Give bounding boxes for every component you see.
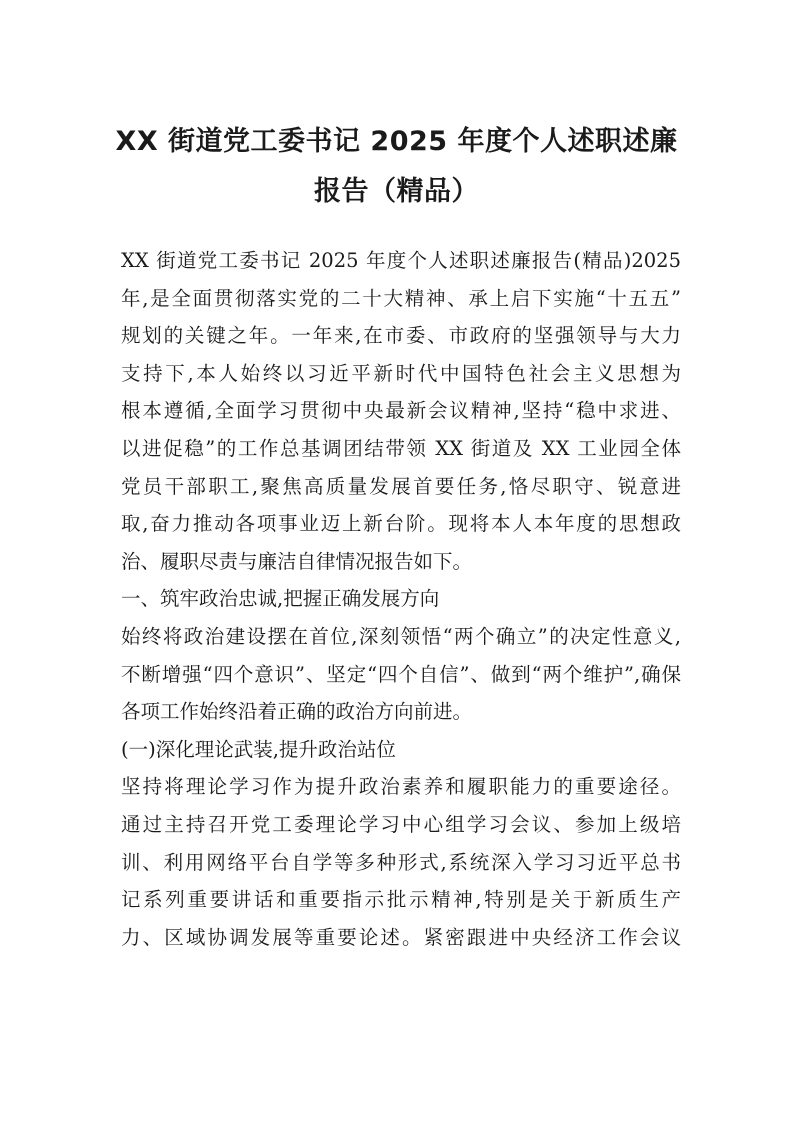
body-line-13: 各项工作始终沿着正确的政治方向前进。 bbox=[121, 700, 473, 724]
document-title-line-2: 报告（精品） bbox=[314, 176, 479, 207]
body-line-18: 记系列重要讲话和重要指示批示精神,特别是关于新质生产 bbox=[121, 888, 681, 912]
document-body bbox=[121, 242, 681, 956]
body-line-17: 训、利用网络平台自学等多种形式,系统深入学习习近平总书 bbox=[121, 850, 681, 874]
body-line-7: 党员干部职工,聚焦高质量发展首要任务,恪尽职守、锐意进 bbox=[121, 474, 681, 498]
section-heading-1: 一、筑牢政治忠诚,把握正确发展方向 bbox=[121, 587, 440, 611]
body-line-19: 力、区域协调发展等重要论述。紧密跟进中央经济工作会议 bbox=[121, 925, 681, 949]
body-line-16: 通过主持召开党工委理论学习中心组学习会议、参加上级培 bbox=[121, 812, 681, 836]
body-line-5: 根本遵循,全面学习贯彻中央最新会议精神,坚持“稳中求进、 bbox=[121, 399, 681, 423]
body-line-9: 治、履职尽责与廉洁自律情况报告如下。 bbox=[121, 549, 473, 573]
body-line-4: 支持下,本人始终以习近平新时代中国特色社会主义思想为 bbox=[121, 361, 681, 385]
body-line-12: 不断增强“四个意识”、坚定“四个自信”、做到“两个维护”,确保 bbox=[121, 662, 681, 686]
body-line-15: 坚持将理论学习作为提升政治素养和履职能力的重要途径。 bbox=[121, 775, 681, 799]
body-line-6: 以进促稳”的工作总基调团结带领 XX 街道及 XX 工业园全体 bbox=[121, 436, 681, 460]
document-title-line-1: XX 街道党工委书记 2025 年度个人述职述廉 bbox=[115, 126, 678, 157]
subsection-heading-1: (一)深化理论武装,提升政治站位 bbox=[121, 737, 396, 761]
body-line-8: 取,奋力推动各项事业迈上新台阶。现将本人本年度的思想政 bbox=[121, 512, 681, 536]
body-line-11: 始终将政治建设摆在首位,深刻领悟“两个确立”的决定性意义, bbox=[121, 624, 681, 648]
body-line-2: 年,是全面贯彻落实党的二十大精神、承上启下实施“十五五” bbox=[121, 286, 681, 310]
body-line-3: 规划的关键之年。一年来,在市委、市政府的坚强领导与大力 bbox=[121, 324, 681, 348]
body-line-1: XX 街道党工委书记 2025 年度个人述职述廉报告(精品)2025 bbox=[121, 249, 681, 272]
